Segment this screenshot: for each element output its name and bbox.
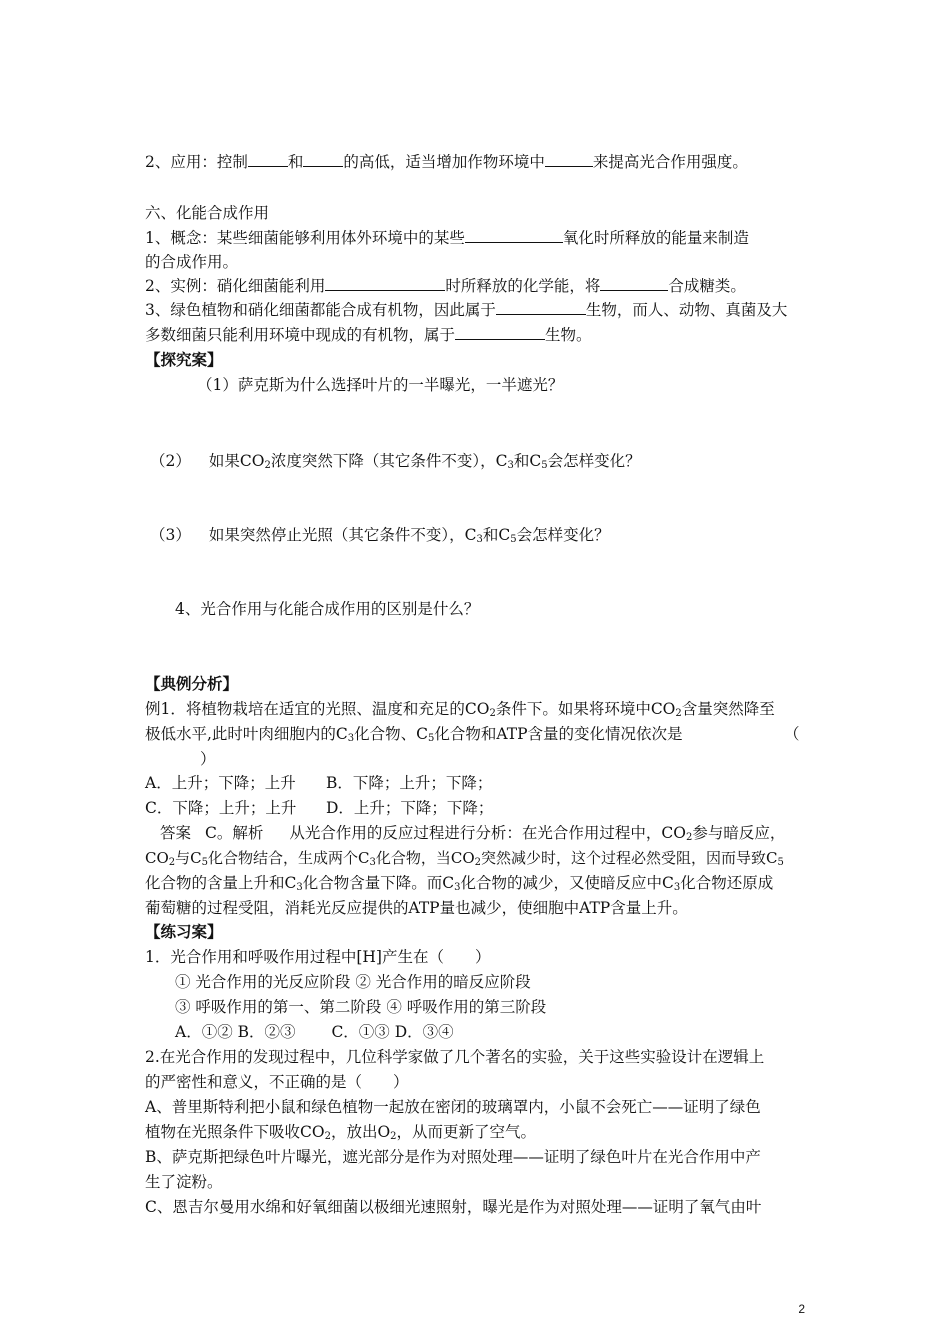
practice-q1-choices: A．①② B．②③ C．①③ D．③④ <box>175 1023 454 1041</box>
example-option-d: D．上升；下降；下降； <box>326 799 494 817</box>
example-answer-line2: $CO_2$与$C_5$化合物结合，生成两个$C_3$化合物，当$CO_2$突然减少时，这个过程必然受阻，因而导致$C_5$ <box>145 849 784 868</box>
practice-q2-line2: 的严密性和意义，不正确的是（ ） <box>145 1073 409 1091</box>
example-answer-line1: 答案 C。解析 从光合作用的反应过程进行分析：在光合作用过程中，$CO_2$参与暗反应， <box>160 824 786 843</box>
practice-q1-option-line2: ③ 呼吸作用的第一、第二阶段 ④ 呼吸作用的第三阶段 <box>175 998 547 1016</box>
fill-blank[interactable] <box>325 275 445 291</box>
example-answer-line4: 葡萄糖的过程受阻，消耗光反应提供的ATP量也减少，使细胞中ATP含量上升。 <box>145 899 688 917</box>
section5-item2: 2、应用：控制 和 的高低，适当增加作物环境中 来提高光合作用强度。 <box>145 153 748 171</box>
section6-item2: 2、实例：硝化细菌能利用 时所释放的化学能，将 合成糖类。 <box>145 277 746 295</box>
section6-item3-cont: 多数细菌只能利用环境中现成的有机物，属于 生物。 <box>145 326 592 344</box>
example-answer-line3: 化合物的含量上升和$C_3$化合物含量下降。而$C_3$化合物的减少，又使暗反应中$C_3$化合物还原成 <box>145 874 774 893</box>
section6-title: 六、化能合成作用 <box>145 204 270 222</box>
practice-q2-option-a: A、普里斯特利把小鼠和绿色植物一起放在密闭的玻璃罩内，小鼠不会死亡——证明了绿色 <box>145 1098 761 1116</box>
practice-q2-option-b: B、萨克斯把绿色叶片曝光，遮光部分是作为对照处理——证明了绿色叶片在光合作用中产 <box>145 1148 761 1166</box>
fill-blank[interactable] <box>465 227 563 243</box>
fill-blank[interactable] <box>455 324 545 340</box>
example-line2: 极低水平,此时叶肉细胞内的$C_3$化合物、$C_5$化合物和ATP含量的变化情况依次是 <box>145 725 683 744</box>
fill-blank[interactable] <box>600 275 668 291</box>
practice-q1-option-line1: ① 光合作用的光反应阶段 ② 光合作用的暗反应阶段 <box>175 973 531 991</box>
example-title: 【典例分析】 <box>145 674 239 693</box>
fill-blank[interactable] <box>496 299 586 315</box>
section6-item1-cont: 的合成作用。 <box>145 253 239 271</box>
section6-item3: 3、绿色植物和硝化细菌都能合成有机物，因此属于 生物，而人、动物、真菌及大 <box>145 301 788 319</box>
example-option-a: A．上升；下降；上升 <box>145 774 296 792</box>
explore-q3: （3） 如果突然停止光照（其它条件不变），$C_3$和$C_5$会怎样变化？ <box>150 526 610 545</box>
section6-item1: 1、概念：某些细菌能够利用体外环境中的某些 氧化时所释放的能量来制造 <box>145 229 749 247</box>
explore-q2: （2） 如果$CO_2$浓度突然下降（其它条件不变），$C_3$和$C_5$会怎样变化？ <box>150 452 641 471</box>
fill-blank[interactable] <box>545 151 593 167</box>
practice-q2-option-b-cont: 生了淀粉。 <box>145 1173 223 1191</box>
example-option-b: B．下降；上升；下降； <box>326 774 493 792</box>
explore-q1: （1）萨克斯为什么选择叶片的一半曝光，一半遮光？ <box>197 376 564 394</box>
example-option-c: C．下降；上升；上升 <box>145 799 297 817</box>
practice-q2-option-c: C、恩吉尔曼用水绵和好氧细菌以极细光速照射，曝光是作为对照处理——证明了氧气由叶 <box>145 1198 762 1216</box>
fill-blank[interactable] <box>303 151 343 167</box>
example-paren-open: （ <box>784 725 800 743</box>
practice-q2-option-a-cont: 植物在光照条件下吸收$CO_2$，放出$O_2$，从而更新了空气。 <box>145 1123 537 1142</box>
example-paren-close: ） <box>200 750 216 768</box>
page-number: 2 <box>798 1302 805 1316</box>
practice-q1: 1．光合作用和呼吸作用过程中[H]产生在（ ） <box>145 948 491 966</box>
example-line1: 例1．将植物栽培在适宜的光照、温度和充足的$CO_2$条件下。如果将环境中$CO_2$含量突然降至 <box>145 700 775 719</box>
fill-blank[interactable] <box>248 151 288 167</box>
practice-q2-line1: 2.在光合作用的发现过程中，几位科学家做了几个著名的实验，关于这些实验设计在逻辑上 <box>145 1048 765 1066</box>
explore-q4: 4、光合作用与化能合成作用的区别是什么？ <box>175 600 480 618</box>
practice-title: 【练习案】 <box>145 922 223 941</box>
explore-title: 【探究案】 <box>145 350 223 369</box>
